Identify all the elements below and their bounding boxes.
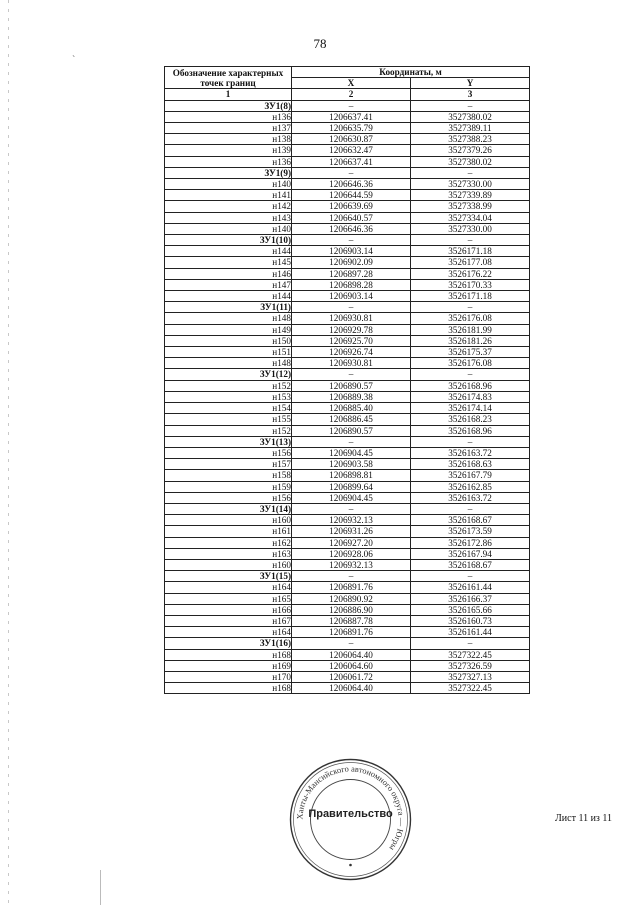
- point-label: н153: [165, 391, 292, 402]
- dash-cell: –: [292, 235, 411, 246]
- point-label: н168: [165, 649, 292, 660]
- point-label: н169: [165, 660, 292, 671]
- x-coordinate: 1206635.79: [292, 123, 411, 134]
- x-coordinate: 1206925.70: [292, 335, 411, 346]
- group-row: [165, 571, 530, 582]
- y-coordinate: 3527327.13: [411, 671, 530, 682]
- group-name: ЗУ1(16): [165, 638, 292, 649]
- x-coordinate: 1206926.74: [292, 347, 411, 358]
- group-name: ЗУ1(10): [165, 235, 292, 246]
- point-label: н137: [165, 123, 292, 134]
- x-coordinate: 1206928.06: [292, 548, 411, 559]
- seal-ring-textpath: Ханты-Мансийского автономного округа — Югры: [295, 764, 406, 852]
- x-coordinate: 1206640.57: [292, 212, 411, 223]
- column-number: 1: [165, 89, 292, 100]
- point-label: н140: [165, 179, 292, 190]
- x-coordinate: 1206637.41: [292, 111, 411, 122]
- x-coordinate: 1206902.09: [292, 257, 411, 268]
- y-coordinate: 3526181.26: [411, 335, 530, 346]
- point-label: н142: [165, 201, 292, 212]
- point-label: н158: [165, 470, 292, 481]
- point-label: н139: [165, 145, 292, 156]
- x-coordinate: 1206903.58: [292, 459, 411, 470]
- point-label: н156: [165, 447, 292, 458]
- point-label: н164: [165, 582, 292, 593]
- y-coordinate: 3526176.08: [411, 313, 530, 324]
- point-label: н138: [165, 134, 292, 145]
- x-coordinate: 1206904.45: [292, 447, 411, 458]
- x-coordinate: 1206639.69: [292, 201, 411, 212]
- table-row: [165, 492, 530, 503]
- table-row: [165, 212, 530, 223]
- table-row: [165, 391, 530, 402]
- x-coordinate: 1206898.81: [292, 470, 411, 481]
- table-row: [165, 548, 530, 559]
- scan-edge-bottom: [100, 870, 101, 905]
- y-coordinate: 3526177.08: [411, 257, 530, 268]
- x-coordinate: 1206931.26: [292, 526, 411, 537]
- x-coordinate: 1206886.90: [292, 604, 411, 615]
- group-row: [165, 369, 530, 380]
- seal-graphic: [288, 757, 413, 882]
- dash-cell: –: [292, 167, 411, 178]
- x-coordinate: 1206891.76: [292, 627, 411, 638]
- y-coordinate: 3527338.99: [411, 201, 530, 212]
- table-row: [165, 515, 530, 526]
- dash-cell: –: [292, 100, 411, 111]
- table-row: [165, 559, 530, 570]
- y-coordinate: 3526168.96: [411, 425, 530, 436]
- dash-cell: –: [411, 302, 530, 313]
- y-coordinate: 3526176.08: [411, 358, 530, 369]
- x-coordinate: 1206903.14: [292, 291, 411, 302]
- point-label: н160: [165, 559, 292, 570]
- point-label: н144: [165, 291, 292, 302]
- point-label: н163: [165, 548, 292, 559]
- y-coordinate: 3526173.59: [411, 526, 530, 537]
- table-row: [165, 145, 530, 156]
- x-coordinate: 1206646.36: [292, 223, 411, 234]
- group-row: [165, 167, 530, 178]
- point-label: н136: [165, 111, 292, 122]
- dash-cell: –: [411, 571, 530, 582]
- group-row: [165, 302, 530, 313]
- table-row: [165, 683, 530, 694]
- table-row: [165, 358, 530, 369]
- point-label: н150: [165, 335, 292, 346]
- y-coordinate: 3526166.37: [411, 593, 530, 604]
- x-coordinate: 1206891.76: [292, 582, 411, 593]
- x-coordinate: 1206899.64: [292, 481, 411, 492]
- x-coordinate: 1206064.60: [292, 660, 411, 671]
- x-coordinate: 1206930.81: [292, 313, 411, 324]
- header-coordinates: Координаты, м: [292, 67, 530, 78]
- table-row: [165, 627, 530, 638]
- x-coordinate: 1206064.40: [292, 649, 411, 660]
- dash-cell: –: [411, 100, 530, 111]
- x-coordinate: 1206887.78: [292, 615, 411, 626]
- sheet-label: Лист 11 из 11: [555, 813, 613, 824]
- dash-cell: –: [411, 436, 530, 447]
- seal-center-text: Правительство: [308, 808, 393, 820]
- group-row: [165, 503, 530, 514]
- group-row: [165, 100, 530, 111]
- table-row: [165, 537, 530, 548]
- dash-cell: –: [411, 503, 530, 514]
- header-points-label: Обозначение характерных точек границ: [165, 67, 292, 89]
- table-row: [165, 335, 530, 346]
- group-name: ЗУ1(8): [165, 100, 292, 111]
- x-coordinate: 1206898.28: [292, 279, 411, 290]
- point-label: н164: [165, 627, 292, 638]
- seal-dot: [349, 864, 352, 867]
- table-row: [165, 459, 530, 470]
- y-coordinate: 3526172.86: [411, 537, 530, 548]
- x-coordinate: 1206903.14: [292, 246, 411, 257]
- table-row: [165, 223, 530, 234]
- x-coordinate: 1206897.28: [292, 268, 411, 279]
- table-row: [165, 649, 530, 660]
- table-row: [165, 201, 530, 212]
- group-name: ЗУ1(13): [165, 436, 292, 447]
- point-label: н157: [165, 459, 292, 470]
- group-name: ЗУ1(9): [165, 167, 292, 178]
- point-label: н159: [165, 481, 292, 492]
- y-coordinate: 3526168.63: [411, 459, 530, 470]
- x-coordinate: 1206890.57: [292, 380, 411, 391]
- x-coordinate: 1206904.45: [292, 492, 411, 503]
- x-coordinate: 1206644.59: [292, 190, 411, 201]
- point-label: н152: [165, 380, 292, 391]
- table-row: [165, 324, 530, 335]
- y-coordinate: 3526176.22: [411, 268, 530, 279]
- dash-cell: –: [292, 571, 411, 582]
- y-coordinate: 3526181.99: [411, 324, 530, 335]
- table-row: [165, 291, 530, 302]
- y-coordinate: 3527322.45: [411, 683, 530, 694]
- table-row: [165, 470, 530, 481]
- point-label: н144: [165, 246, 292, 257]
- point-label: н161: [165, 526, 292, 537]
- group-row: [165, 638, 530, 649]
- y-coordinate: 3526168.23: [411, 414, 530, 425]
- table-row: [165, 380, 530, 391]
- table-row: [165, 313, 530, 324]
- point-label: н155: [165, 414, 292, 425]
- y-coordinate: 3526170.33: [411, 279, 530, 290]
- table-row: [165, 111, 530, 122]
- y-coordinate: 3526175.37: [411, 347, 530, 358]
- table-row: [165, 134, 530, 145]
- y-coordinate: 3526161.44: [411, 627, 530, 638]
- y-coordinate: 3526168.67: [411, 559, 530, 570]
- table-row: [165, 403, 530, 414]
- y-coordinate: 3527379.26: [411, 145, 530, 156]
- point-label: н141: [165, 190, 292, 201]
- table-row: [165, 279, 530, 290]
- table-row: [165, 447, 530, 458]
- y-coordinate: 3526168.96: [411, 380, 530, 391]
- table-row: [165, 246, 530, 257]
- table-row: [165, 414, 530, 425]
- table-row: [165, 526, 530, 537]
- x-coordinate: 1206061.72: [292, 671, 411, 682]
- x-coordinate: 1206890.92: [292, 593, 411, 604]
- x-coordinate: 1206630.87: [292, 134, 411, 145]
- dash-cell: –: [292, 436, 411, 447]
- dash-cell: –: [292, 369, 411, 380]
- y-coordinate: 3527380.02: [411, 156, 530, 167]
- y-coordinate: 3527330.00: [411, 223, 530, 234]
- point-label: н166: [165, 604, 292, 615]
- table-row: [165, 123, 530, 134]
- coordinates-table: [164, 66, 530, 694]
- x-coordinate: 1206632.47: [292, 145, 411, 156]
- x-coordinate: 1206929.78: [292, 324, 411, 335]
- point-label: н145: [165, 257, 292, 268]
- table-row: [165, 268, 530, 279]
- table-row: [165, 156, 530, 167]
- table-row: [165, 179, 530, 190]
- group-name: ЗУ1(14): [165, 503, 292, 514]
- dash-cell: –: [292, 302, 411, 313]
- y-coordinate: 3527326.59: [411, 660, 530, 671]
- y-coordinate: 3527388.23: [411, 134, 530, 145]
- y-coordinate: 3526167.79: [411, 470, 530, 481]
- point-label: н162: [165, 537, 292, 548]
- table-row: [165, 615, 530, 626]
- x-coordinate: 1206646.36: [292, 179, 411, 190]
- y-coordinate: 3526174.14: [411, 403, 530, 414]
- y-coordinate: 3526171.18: [411, 291, 530, 302]
- y-coordinate: 3527322.45: [411, 649, 530, 660]
- dash-cell: –: [411, 167, 530, 178]
- x-coordinate: 1206890.57: [292, 425, 411, 436]
- group-row: [165, 436, 530, 447]
- point-label: н156: [165, 492, 292, 503]
- table-row: [165, 257, 530, 268]
- group-name: ЗУ1(12): [165, 369, 292, 380]
- point-label: н148: [165, 358, 292, 369]
- table-row: [165, 481, 530, 492]
- table-row: [165, 671, 530, 682]
- x-coordinate: 1206064.40: [292, 683, 411, 694]
- y-coordinate: 3526171.18: [411, 246, 530, 257]
- x-coordinate: 1206932.13: [292, 515, 411, 526]
- scan-edge-left: [8, 0, 9, 905]
- point-label: н167: [165, 615, 292, 626]
- point-label: н148: [165, 313, 292, 324]
- point-label: н170: [165, 671, 292, 682]
- x-coordinate: 1206927.20: [292, 537, 411, 548]
- dash-cell: –: [411, 369, 530, 380]
- y-coordinate: 3526163.72: [411, 492, 530, 503]
- x-coordinate: 1206886.45: [292, 414, 411, 425]
- page-number: 78: [313, 36, 327, 51]
- x-coordinate: 1206889.38: [292, 391, 411, 402]
- dash-cell: –: [411, 235, 530, 246]
- dash-cell: –: [411, 638, 530, 649]
- header-x: X: [292, 78, 411, 89]
- point-label: н143: [165, 212, 292, 223]
- table-row: [165, 347, 530, 358]
- header-y: Y: [411, 78, 530, 89]
- y-coordinate: 3527380.02: [411, 111, 530, 122]
- y-coordinate: 3527330.00: [411, 179, 530, 190]
- group-name: ЗУ1(11): [165, 302, 292, 313]
- table-row: [165, 593, 530, 604]
- table-body: [165, 89, 530, 694]
- point-label: н147: [165, 279, 292, 290]
- group-name: ЗУ1(15): [165, 571, 292, 582]
- point-label: н140: [165, 223, 292, 234]
- y-coordinate: 3526161.44: [411, 582, 530, 593]
- y-coordinate: 3526163.72: [411, 447, 530, 458]
- y-coordinate: 3526160.73: [411, 615, 530, 626]
- point-label: н136: [165, 156, 292, 167]
- x-coordinate: 1206637.41: [292, 156, 411, 167]
- x-coordinate: 1206885.40: [292, 403, 411, 414]
- y-coordinate: 3526162.85: [411, 481, 530, 492]
- column-number: 3: [411, 89, 530, 100]
- x-coordinate: 1206932.13: [292, 559, 411, 570]
- table-row: [165, 582, 530, 593]
- column-number-row: [165, 89, 530, 100]
- group-row: [165, 235, 530, 246]
- point-label: н165: [165, 593, 292, 604]
- y-coordinate: 3527339.89: [411, 190, 530, 201]
- table-row: [165, 190, 530, 201]
- y-coordinate: 3527389.11: [411, 123, 530, 134]
- x-coordinate: 1206930.81: [292, 358, 411, 369]
- table-row: [165, 604, 530, 615]
- point-label: н160: [165, 515, 292, 526]
- point-label: н168: [165, 683, 292, 694]
- column-number: 2: [292, 89, 411, 100]
- table-row: [165, 425, 530, 436]
- table-row: [165, 660, 530, 671]
- y-coordinate: 3527334.04: [411, 212, 530, 223]
- dash-cell: –: [292, 638, 411, 649]
- scan-mark: `: [72, 55, 76, 66]
- y-coordinate: 3526167.94: [411, 548, 530, 559]
- point-label: н151: [165, 347, 292, 358]
- y-coordinate: 3526174.83: [411, 391, 530, 402]
- official-seal: [288, 757, 413, 882]
- point-label: н152: [165, 425, 292, 436]
- point-label: н146: [165, 268, 292, 279]
- dash-cell: –: [292, 503, 411, 514]
- point-label: н149: [165, 324, 292, 335]
- y-coordinate: 3526165.66: [411, 604, 530, 615]
- y-coordinate: 3526168.67: [411, 515, 530, 526]
- point-label: н154: [165, 403, 292, 414]
